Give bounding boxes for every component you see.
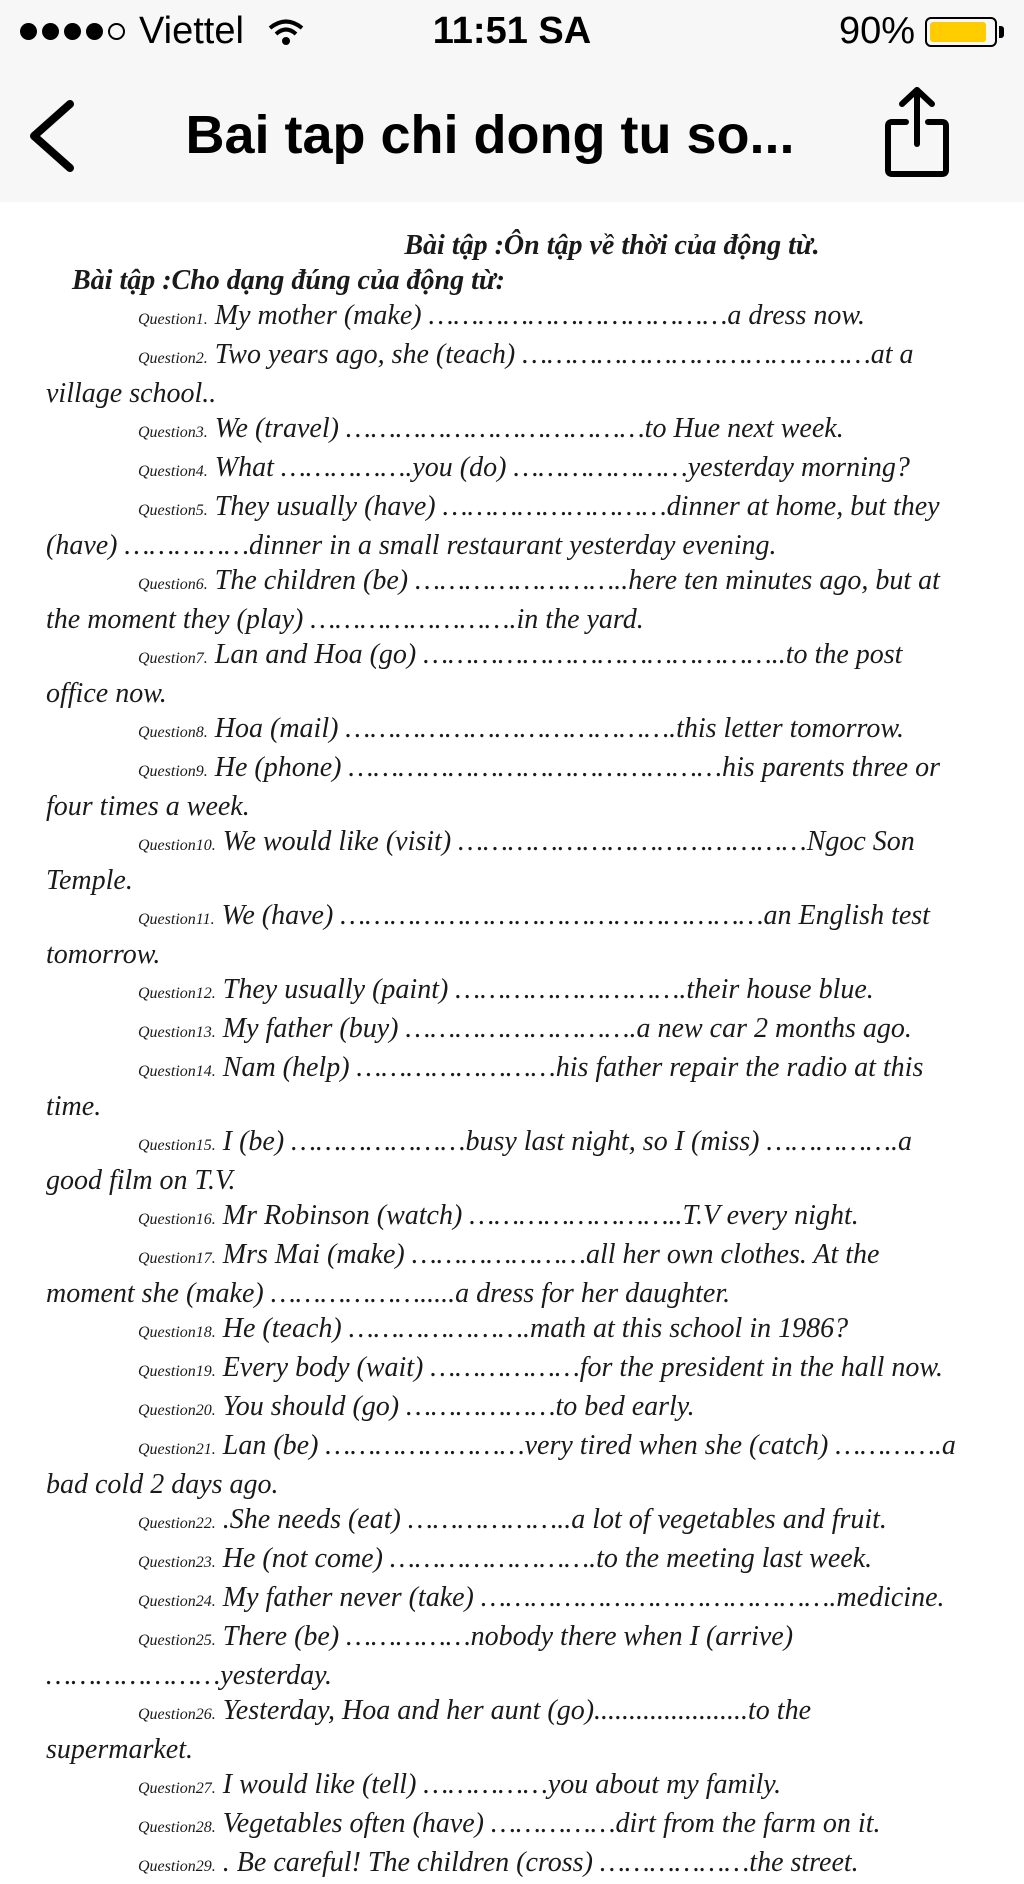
question-item (0, 711, 1024, 750)
question-item (0, 1350, 1024, 1389)
battery-icon (925, 17, 997, 47)
question-number: Question12. (138, 985, 216, 1002)
question-item (0, 1580, 1024, 1619)
battery-tip (999, 26, 1004, 38)
question-text: My father (buy) ……………………….a new car 2 months ago. (222, 1013, 912, 1044)
question-number: Question11. (138, 911, 215, 928)
page-title: Bai tap chi dong tu so... (185, 105, 795, 165)
question-text: He (not come) …………………….to the meeting last week. (222, 1543, 873, 1574)
question-item (0, 1428, 1024, 1502)
question-text: Mrs Mai (make) …………………all her own clothes. At the moment she (make) ……………….....a dress for her daughter. (46, 1239, 880, 1309)
question-number: Question20. (138, 1402, 216, 1419)
question-number: Question22. (138, 1515, 216, 1532)
question-item (0, 1806, 1024, 1845)
carrier-name: Viettel (139, 10, 244, 52)
question-number: Question18. (138, 1324, 216, 1341)
navigation-bar (0, 66, 1024, 202)
status-right (839, 10, 1004, 53)
question-item (0, 1124, 1024, 1198)
document-viewer[interactable] (0, 202, 1024, 1878)
question-number: Question2. (138, 350, 208, 367)
question-text: They usually (have) ………………………dinner at home, but they (have) ……………dinner in a small restaurant yesterday evening. (46, 491, 940, 561)
question-number: Question19. (138, 1363, 216, 1380)
question-text: Nam (help) ……………………his father repair the radio at this time. (46, 1052, 924, 1122)
question-item (0, 1541, 1024, 1580)
question-text: My mother (make) ………………………………a dress now. (214, 300, 866, 331)
question-number: Question6. (138, 576, 208, 593)
question-text: You should (go) ………………to bed early. (222, 1391, 695, 1422)
question-list (0, 298, 1024, 1884)
back-button[interactable] (22, 96, 82, 176)
question-number: Question24. (138, 1593, 216, 1610)
question-item (0, 972, 1024, 1011)
question-item (0, 450, 1024, 489)
question-number: Question8. (138, 724, 208, 741)
question-item (0, 1619, 1024, 1693)
question-item (0, 1767, 1024, 1806)
question-text: .She needs (eat) ………………..a lot of vegetables and fruit. (222, 1504, 887, 1535)
question-text: My father never (take) …………………………………….medicine. (222, 1582, 945, 1613)
question-text: I (be) …………………busy last night, so I (miss) …………….a good film on T.V. (46, 1126, 912, 1196)
question-number: Question14. (138, 1063, 216, 1080)
question-number: Question25. (138, 1632, 216, 1649)
question-item (0, 1845, 1024, 1884)
question-text: Every body (wait) ………………for the president in the hall now. (222, 1352, 943, 1383)
question-item (0, 750, 1024, 824)
battery-level (930, 22, 986, 42)
question-number: Question3. (138, 424, 208, 441)
share-icon (888, 90, 946, 174)
question-text: Vegetables often (have) ……………dirt from the farm on it. (222, 1808, 881, 1839)
question-item (0, 824, 1024, 898)
question-item (0, 1311, 1024, 1350)
question-text: He (teach) ………………….math at this school in 1986? (222, 1313, 849, 1344)
battery-percent: 90% (838, 10, 915, 52)
question-number: Question7. (138, 650, 208, 667)
question-number: Question1. (138, 311, 208, 328)
question-text: Hoa (mail) ………………………………….this letter tomorrow. (214, 713, 904, 744)
question-text: Mr Robinson (watch) ……………………..T.V every night. (222, 1200, 859, 1231)
question-item (0, 1198, 1024, 1237)
question-text: They usually (paint) ……………………….their house blue. (222, 974, 874, 1005)
question-number: Question5. (138, 502, 208, 519)
question-number: Question26. (138, 1706, 216, 1723)
question-number: Question29. (138, 1858, 216, 1875)
question-number: Question23. (138, 1554, 216, 1571)
question-item (0, 298, 1024, 337)
question-text: I would like (tell) ……………you about my family. (222, 1769, 782, 1800)
question-text: Lan (be) ……………………very tired when she (catch) ………….a bad cold 2 days ago. (46, 1430, 956, 1500)
question-number: Question15. (138, 1137, 216, 1154)
question-item (0, 1389, 1024, 1428)
question-item (0, 1502, 1024, 1541)
document-title: Bài tập :Ôn tập về thời của động từ. (404, 230, 820, 261)
question-item (0, 1237, 1024, 1311)
question-number: Question13. (138, 1024, 216, 1041)
document-subtitle: Bài tập :Cho dạng đúng của động từ: (72, 265, 505, 296)
question-text: Two years ago, she (teach) ……………………………………at a village school.. (46, 339, 914, 409)
question-text: We would like (visit) ……………………………………Ngoc Son Temple. (46, 826, 915, 896)
status-bar (0, 0, 1024, 66)
question-text: We (have) ……………………………………………an English test tomorrow. (46, 900, 930, 970)
question-text: The children (be) ……………………..here ten minutes ago, but at the moment they (play) …………………….in the yard. (46, 565, 940, 635)
question-item (0, 563, 1024, 637)
share-button[interactable] (882, 82, 952, 182)
question-item (0, 411, 1024, 450)
question-item (0, 1693, 1024, 1767)
question-item (0, 489, 1024, 563)
question-text: What …………….you (do) …………………yesterday morning? (214, 452, 910, 483)
question-number: Question10. (138, 837, 216, 854)
question-text: Lan and Hoa (go) ……………………………………..to the post office now. (46, 639, 903, 709)
question-number: Question28. (138, 1819, 216, 1836)
question-item (0, 898, 1024, 972)
question-text: There (be) ……………nobody there when I (arrive) …………………yesterday. (46, 1621, 794, 1691)
question-number: Question27. (138, 1780, 216, 1797)
question-text: Yesterday, Hoa and her aunt (go)......................to the supermarket. (46, 1695, 812, 1765)
question-number: Question17. (138, 1250, 216, 1267)
question-item (0, 637, 1024, 711)
chevron-left-icon (34, 104, 70, 168)
question-number: Question16. (138, 1211, 216, 1228)
question-number: Question4. (138, 463, 208, 480)
question-text: . Be careful! The children (cross) ………………the street. (222, 1847, 859, 1878)
question-item (0, 337, 1024, 411)
question-item (0, 1011, 1024, 1050)
question-item (0, 1050, 1024, 1124)
question-number: Question21. (138, 1441, 216, 1458)
question-number: Question9. (138, 763, 208, 780)
question-text: We (travel) ………………………………to Hue next week. (214, 413, 844, 444)
status-time: 11:51 SA (432, 10, 592, 52)
question-text: He (phone) ………………………………………his parents three or four times a week. (46, 752, 940, 822)
